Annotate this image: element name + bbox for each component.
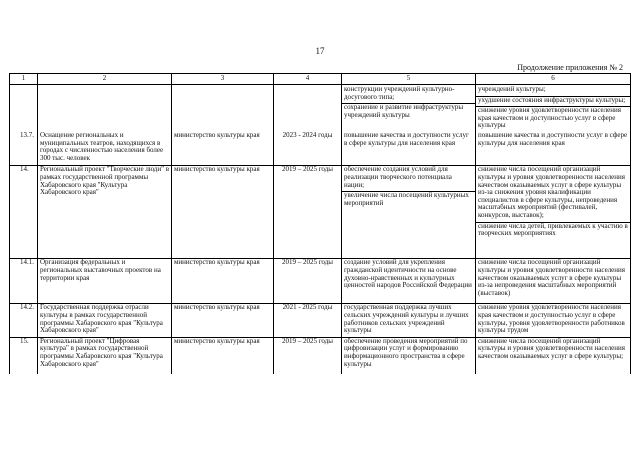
consequence-cell: [476, 166, 631, 259]
row-number-cell: 15.: [10, 337, 38, 374]
header-row: [10, 74, 631, 85]
expected-result-item: увеличение числа посещений культурных мероприятий: [344, 191, 469, 207]
column-header: 6: [476, 74, 631, 85]
appendix-table: [9, 73, 631, 374]
expected-result-cell: [342, 166, 476, 259]
measure-name-cell: Организация федеральных и региональных выставочных проектов на территории края: [38, 259, 172, 304]
executor-cell: [172, 85, 274, 132]
measure-name-cell: Региональный проект "Творческие люди" в рамках государственной программы Хабаровского края "Культура Хабаровского края": [38, 166, 172, 259]
table-row: [10, 132, 631, 166]
consequence-cell: [476, 304, 631, 337]
row-number-cell: 14.2.: [10, 304, 38, 337]
executor-cell: министерство культуры края: [172, 132, 274, 166]
column-header: 1: [10, 74, 38, 85]
expected-result-item: сохранение и развитие инфраструктуры учреждений культуры: [344, 103, 464, 119]
executor-cell: министерство культуры края: [172, 304, 274, 337]
expected-result-cell: [342, 132, 476, 166]
consequence-item: снижение числа посещений организаций культуры и уровня удовлетворенности населения качеством оказываемых услуг в сфере культуры;: [478, 336, 625, 361]
column-header: 2: [38, 74, 172, 85]
measure-name-cell: Государственная поддержка отрасли культуры в рамках государственной программы Хабаровского края "Культура Хабаровского края": [38, 304, 172, 337]
period-cell: 2019 – 2025 годы: [274, 337, 342, 374]
expected-result-cell: [342, 259, 476, 304]
row-number-cell: 14.: [10, 166, 38, 259]
consequence-item: учреждений культуры;: [476, 86, 630, 97]
consequence-cell: [476, 337, 631, 374]
row-number-cell: 13.7.: [10, 132, 38, 166]
expected-result-cell: [342, 304, 476, 337]
table-row: [10, 337, 631, 374]
column-header: 4: [274, 74, 342, 85]
expected-result-item: обеспечение создания условий для реализации творческого потенциала нации;: [342, 166, 475, 192]
measure-name-cell: Региональный проект "Цифровая культура" в рамках государственной программы Хабаровского края "Культура Хабаровского края": [38, 337, 172, 374]
consequence-item: снижение уровня удовлетворенности населения края качеством и доступностью услуг в сфере культуры: [478, 106, 621, 130]
expected-result-item: конструкции учреждений культурно-досугового типа;: [342, 86, 475, 104]
consequence-item: снижение числа посещений организаций культуры и уровня удовлетворенности населения качеством оказываемых услуг в сфере культуры из-за снижения уровня квалификации специалистов в сфере культуры, непроведения масштабных мероприятий (фестивалей, конкурсов, выставок);: [476, 166, 630, 222]
period-cell: [274, 85, 342, 132]
row-number-cell: 14.1.: [10, 259, 38, 304]
executor-cell: министерство культуры края: [172, 259, 274, 304]
table-row: [10, 166, 631, 259]
executor-cell: министерство культуры края: [172, 166, 274, 259]
consequence-item: ухудшение состояния инфраструктуры культуры;: [476, 97, 630, 108]
row-number-cell: [10, 85, 38, 132]
consequence-item: снижение числа детей, привлекаемых к участию в творческих мероприятиях: [478, 221, 628, 238]
period-cell: 2019 – 2025 годы: [274, 259, 342, 304]
period-cell: 2019 – 2025 годы: [274, 166, 342, 259]
continuation-note: Продолжение приложения № 2: [517, 63, 623, 72]
column-header: 5: [342, 74, 476, 85]
expected-result-cell: [342, 337, 476, 374]
table-row: [10, 85, 631, 132]
measure-name-cell: [38, 85, 172, 132]
expected-result-cell: [342, 85, 476, 132]
executor-cell: министерство культуры края: [172, 337, 274, 374]
consequence-item: снижение числа посещений организаций культуры и уровня удовлетворенности населения качеством оказываемых услуг в сфере культуры из-за непроведения масштабных мероприятий (выставок): [478, 258, 625, 297]
page-number: 17: [315, 46, 325, 56]
expected-result-item: государственная поддержка лучших сельских учреждений культуры и лучших работников сельских учреждений культуры: [344, 303, 469, 335]
expected-result-item: повышение качества и доступности услуг в сфере культуры для населения края: [344, 130, 469, 147]
consequence-cell: [476, 259, 631, 304]
table-row: [10, 304, 631, 337]
period-cell: 2023 - 2024 годы: [274, 132, 342, 166]
column-header: 3: [172, 74, 274, 85]
measure-name-cell: Оснащение региональных и муниципальных театров, находящихся в городах с численностью населения более 300 тыс. человек: [38, 132, 172, 166]
consequence-item: снижение уровня удовлетворенности населения края качеством и доступностью услуг в сфере культуры, уровня удовлетворенности работников культуры трудом: [478, 303, 625, 335]
consequence-cell: [476, 85, 631, 132]
expected-result-item: обеспечение проведения мероприятий по цифровизации услуг и формированию информационного пространства в сфере культуры: [344, 336, 468, 368]
period-cell: 2021 - 2025 годы: [274, 304, 342, 337]
consequence-item: повышение качества и доступности услуг в сфере культуры для населения края: [478, 130, 628, 147]
expected-result-item: создание условий для укрепления гражданской идентичности на основе духовно-нравственных и культурных ценностей народов Российской Федерации: [344, 258, 472, 290]
table-row: [10, 259, 631, 304]
consequence-cell: [476, 132, 631, 166]
